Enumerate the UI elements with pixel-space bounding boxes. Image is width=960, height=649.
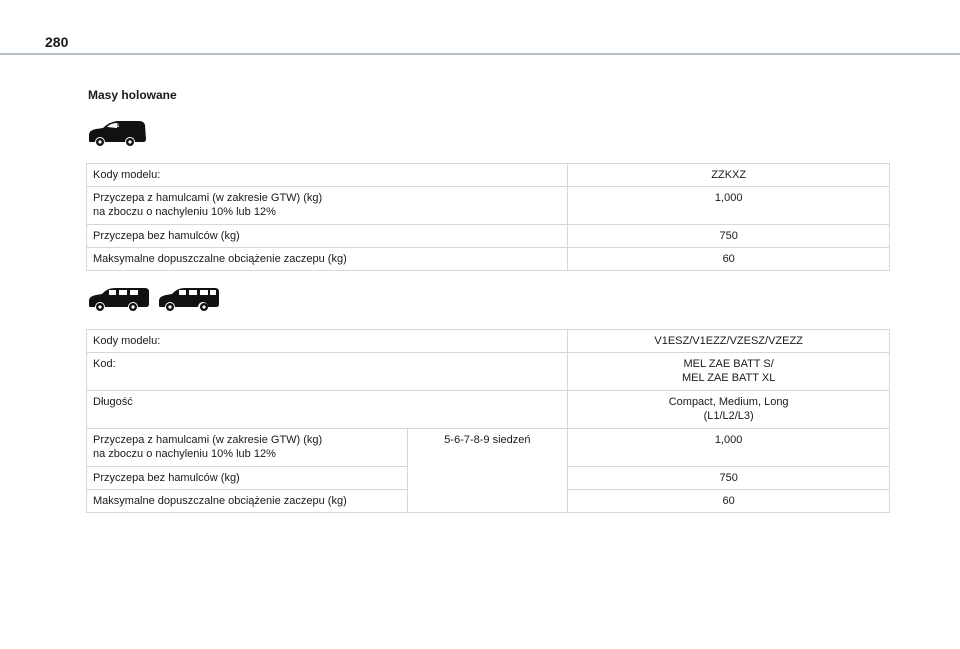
table-row bbox=[87, 391, 890, 429]
row-label: Przyczepa bez hamulców (kg) bbox=[87, 467, 408, 490]
table-row bbox=[87, 187, 890, 225]
row-value-line: MEL ZAE BATT S/ bbox=[683, 358, 774, 370]
row-value: 750 bbox=[568, 225, 890, 248]
row-value: ZZKXZ bbox=[568, 164, 890, 187]
row-value-line: MEL ZAE BATT XL bbox=[681, 372, 776, 384]
towing-table-passenger bbox=[86, 329, 890, 513]
row-label-line: Przyczepa z hamulcami (w zakresie GTW) (kg) bbox=[93, 434, 323, 446]
row-label-line: na zboczu o nachyleniu 10% lub 12% bbox=[93, 206, 276, 218]
row-label: Długość bbox=[87, 391, 568, 429]
header-divider bbox=[0, 53, 960, 55]
row-value: V1ESZ/V1EZZ/VZESZ/VZEZZ bbox=[568, 330, 890, 353]
row-value bbox=[568, 391, 890, 429]
van-passenger-icon bbox=[87, 286, 151, 312]
row-label: Przyczepa bez hamulców (kg) bbox=[87, 225, 568, 248]
row-label: Kod: bbox=[87, 353, 568, 391]
row-value: 1,000 bbox=[568, 187, 890, 225]
table-row bbox=[87, 248, 890, 271]
table-row bbox=[87, 225, 890, 248]
row-value: 1,000 bbox=[568, 429, 890, 467]
section-title: Masy holowane bbox=[88, 88, 177, 102]
row-label-line: Przyczepa z hamulcami (w zakresie GTW) (kg) bbox=[93, 192, 323, 204]
row-label: Kody modelu: bbox=[87, 330, 568, 353]
van-long-passenger-icon bbox=[157, 286, 221, 312]
table-row bbox=[87, 330, 890, 353]
row-label bbox=[87, 187, 568, 225]
row-value: 60 bbox=[568, 248, 890, 271]
row-value bbox=[568, 353, 890, 391]
row-value: 750 bbox=[568, 467, 890, 490]
van-icon bbox=[87, 119, 147, 147]
row-value-line: Compact, Medium, Long bbox=[668, 396, 789, 408]
row-label: Kody modelu: bbox=[87, 164, 568, 187]
row-label: Maksymalne dopuszczalne obciążenie zaczepu (kg) bbox=[87, 490, 408, 513]
row-label: Maksymalne dopuszczalne obciążenie zaczepu (kg) bbox=[87, 248, 568, 271]
table-row bbox=[87, 353, 890, 391]
row-value-line: (L1/L2/L3) bbox=[703, 410, 754, 422]
row-value: 60 bbox=[568, 490, 890, 513]
table-row bbox=[87, 429, 890, 467]
svg-text:L1: L1 bbox=[114, 123, 120, 128]
towing-table-van bbox=[86, 163, 890, 271]
row-label-line: na zboczu o nachyleniu 10% lub 12% bbox=[93, 448, 276, 460]
table-row bbox=[87, 164, 890, 187]
row-label bbox=[87, 429, 408, 467]
page-number: 280 bbox=[45, 34, 69, 50]
seats-cell: 5-6-7-8-9 siedzeń bbox=[407, 429, 568, 513]
